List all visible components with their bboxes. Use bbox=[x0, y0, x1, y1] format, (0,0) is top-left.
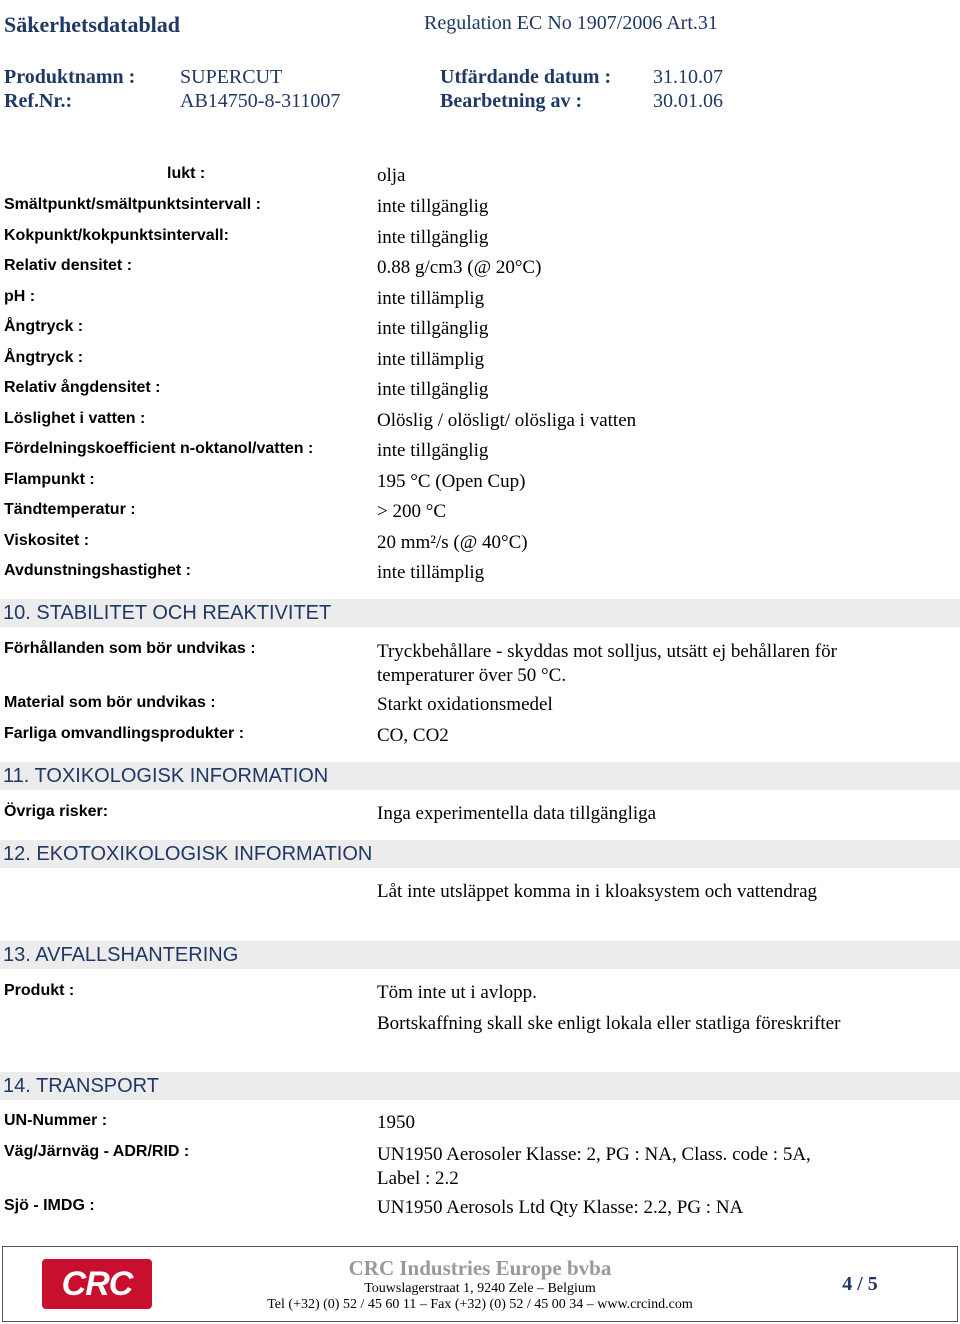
document-title: Säkerhetsdatablad bbox=[4, 12, 181, 37]
un-number-value: 1950 bbox=[377, 1112, 415, 1133]
company-address: Touwslagerstraat 1, 9240 Zele – Belgium bbox=[364, 1281, 596, 1296]
section-heading-stability: 10. STABILITET OCH REAKTIVITET bbox=[0, 599, 960, 627]
un-number-label: UN-Nummer : bbox=[4, 1112, 108, 1129]
property-value: inte tillgänglig bbox=[377, 227, 489, 248]
section-heading-toxicology: 11. TOXIKOLOGISK INFORMATION bbox=[0, 762, 960, 790]
property-label: lukt : bbox=[167, 165, 206, 182]
ref-number-value: AB14750-8-311007 bbox=[180, 90, 341, 112]
property-value: > 200 °C bbox=[377, 501, 446, 522]
property-value: Olöslig / olösligt/ olösliga i vatten bbox=[377, 410, 637, 431]
property-value: inte tillgänglig bbox=[377, 379, 489, 400]
property-label: Fördelningskoefficient n-oktanol/vatten : bbox=[4, 440, 314, 457]
product-name-value: SUPERCUT bbox=[180, 66, 283, 88]
property-value: inte tillgänglig bbox=[377, 318, 489, 339]
property-value: 195 °C (Open Cup) bbox=[377, 471, 526, 492]
property-value: inte tillämplig bbox=[377, 288, 485, 309]
property-label: Viskositet : bbox=[4, 532, 90, 549]
issue-date-label: Utfärdande datum : bbox=[440, 66, 612, 88]
property-value: inte tillämplig bbox=[377, 562, 485, 583]
product-disposal-label: Produkt : bbox=[4, 982, 75, 999]
property-label: Löslighet i vatten : bbox=[4, 410, 146, 427]
property-label: Tändtemperatur : bbox=[4, 501, 136, 518]
section-heading-ecotoxicology: 12. EKOTOXIKOLOGISK INFORMATION bbox=[0, 840, 960, 868]
property-label: Smältpunkt/smältpunktsintervall : bbox=[4, 196, 261, 213]
property-value: 0.88 g/cm3 (@ 20°C) bbox=[377, 257, 542, 278]
property-label: Ångtryck : bbox=[4, 349, 84, 366]
revision-value: 30.01.06 bbox=[653, 90, 723, 112]
product-name-label: Produktnamn : bbox=[4, 66, 136, 88]
imdg-label: Sjö - IMDG : bbox=[4, 1197, 95, 1214]
adr-rid-label: Väg/Järnväg - ADR/RID : bbox=[4, 1143, 190, 1160]
property-value: inte tillgänglig bbox=[377, 196, 489, 217]
materials-to-avoid-label: Material som bör undvikas : bbox=[4, 694, 216, 711]
property-label: Relativ densitet : bbox=[4, 257, 133, 274]
adr-rid-value: UN1950 Aerosoler Klasse: 2, PG : NA, Class. code : 5A, Label : 2.2 bbox=[377, 1144, 811, 1189]
company-name: CRC Industries Europe bvba bbox=[348, 1256, 612, 1280]
property-label: Relativ ångdensitet : bbox=[4, 379, 161, 396]
section-heading-disposal: 13. AVFALLSHANTERING bbox=[0, 941, 960, 969]
property-label: Ångtryck : bbox=[4, 318, 84, 335]
property-label: Flampunkt : bbox=[4, 471, 95, 488]
company-contact: Tel (+32) (0) 52 / 45 60 11 – Fax (+32) (0) 52 / 45 00 34 – www.crcind.com bbox=[267, 1297, 693, 1312]
property-label: Kokpunkt/kokpunktsintervall: bbox=[4, 227, 229, 244]
property-label: Avdunstningshastighet : bbox=[4, 562, 191, 579]
logo-text: CRC bbox=[61, 1264, 133, 1303]
page-number: 4 / 5 bbox=[842, 1273, 878, 1295]
property-value: 20 mm²/s (@ 40°C) bbox=[377, 532, 528, 553]
crc-logo bbox=[42, 1259, 152, 1309]
materials-to-avoid-value: Starkt oxidationsmedel bbox=[377, 694, 553, 715]
ecotox-advice: Låt inte utsläppet komma in i kloaksystem och vattendrag bbox=[377, 881, 818, 902]
decomposition-products-label: Farliga omvandlingsprodukter : bbox=[4, 725, 245, 742]
product-disposal-value: Töm inte ut i avlopp. bbox=[377, 982, 537, 1003]
property-value: olja bbox=[377, 165, 406, 186]
issue-date-value: 31.10.07 bbox=[653, 66, 723, 88]
other-risks-label: Övriga risker: bbox=[4, 803, 109, 820]
other-risks-value: Inga experimentella data tillgängliga bbox=[377, 803, 657, 824]
regulation-text: Regulation EC No 1907/2006 Art.31 bbox=[424, 12, 718, 34]
section-heading-transport: 14. TRANSPORT bbox=[0, 1072, 960, 1100]
conditions-to-avoid-value: Tryckbehållare - skyddas mot solljus, utsätt ej behållaren för temperaturer över 50 °C. bbox=[377, 641, 837, 686]
disposal-regulation-value: Bortskaffning skall ske enligt lokala eller statliga föreskrifter bbox=[377, 1013, 841, 1034]
conditions-to-avoid-label: Förhållanden som bör undvikas : bbox=[4, 640, 256, 657]
property-value: inte tillgänglig bbox=[377, 440, 489, 461]
property-label: pH : bbox=[4, 288, 36, 305]
property-value: inte tillämplig bbox=[377, 349, 485, 370]
decomposition-products-value: CO, CO2 bbox=[377, 725, 449, 746]
ref-number-label: Ref.Nr.: bbox=[4, 90, 73, 112]
revision-label: Bearbetning av : bbox=[440, 90, 583, 112]
imdg-value: UN1950 Aerosols Ltd Qty Klasse: 2.2, PG : NA bbox=[377, 1197, 744, 1218]
